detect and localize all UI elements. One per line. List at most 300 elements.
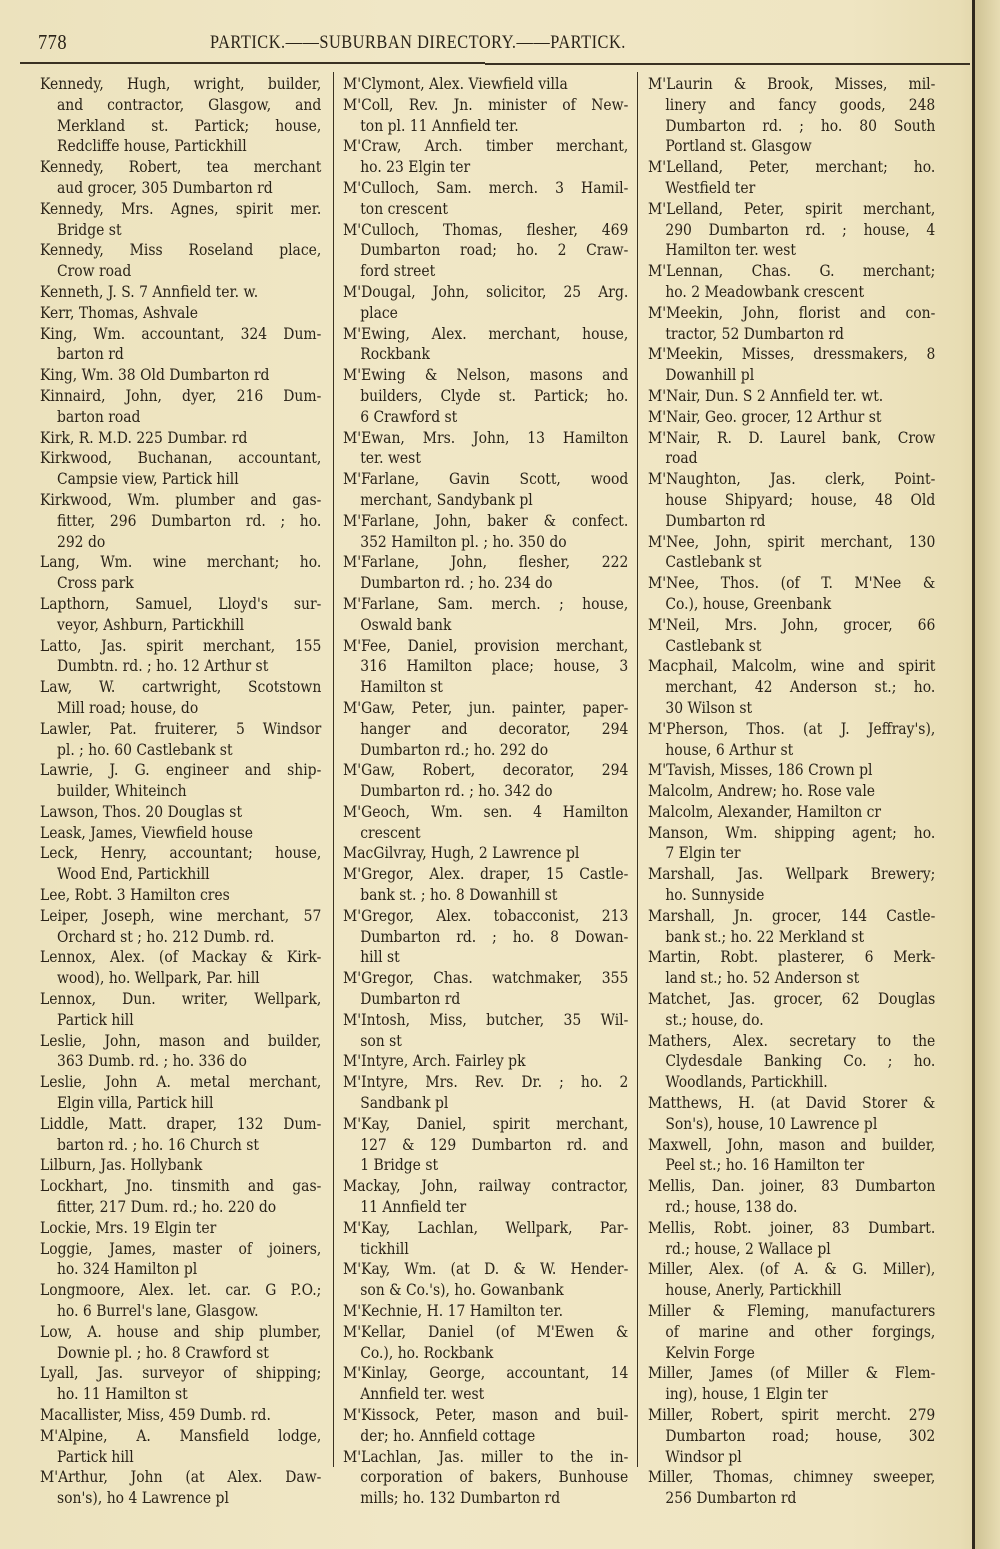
entry-name-line: Leiper, Joseph, wine merchant, 57 — [40, 905, 322, 925]
entry-continuation-line: crescent — [360, 822, 421, 842]
entry-continuation-line: 6 Crawford st — [360, 406, 458, 426]
directory-entry — [343, 698, 629, 760]
entry-name-line: Marshall, Jas. Wellpark Brewery; — [648, 864, 936, 884]
entry-name-line: M'Gregor, Alex. draper, 15 Castle- — [343, 864, 629, 884]
directory-entry — [343, 760, 629, 802]
entry-name-line: M'Nair, Dun. S 2 Annfield ter. wt. — [648, 385, 884, 405]
entry-continuation-line: ho. 6 Burrel's lane, Glasgow. — [56, 1301, 259, 1321]
entry-name-line: M'Lelland, Peter, spirit merchant, — [648, 198, 936, 218]
directory-entry — [343, 282, 629, 324]
entry-name-line: M'Kay, Daniel, spirit merchant, — [343, 1113, 629, 1133]
entry-name-line: M'Clymont, Alex. Viewfield villa — [343, 74, 568, 93]
entry-continuation-line: Dumbarton rd — [360, 989, 461, 1009]
entry-continuation-line: Dowanhill pl — [665, 365, 755, 385]
directory-entry — [648, 1093, 936, 1135]
directory-entry — [40, 303, 322, 324]
entry-continuation-line: ho. 23 Elgin ter — [360, 157, 471, 177]
page-number: 778 — [38, 30, 68, 54]
entry-continuation-line: 256 Dumbarton rd — [665, 1488, 797, 1508]
entry-continuation-line: 316 Hamilton place; house, 3 — [360, 656, 629, 676]
entry-continuation-line: 352 Hamilton pl. ; ho. 350 do — [360, 531, 567, 551]
entry-continuation-line: Dumbtn. rd. ; ho. 12 Arthur st — [56, 656, 269, 676]
entry-continuation-line: Castlebank st — [665, 552, 762, 572]
entry-name-line: Kirk, R. M.D. 225 Dumbar. rd — [40, 427, 248, 447]
entry-continuation-line: barton road — [56, 406, 141, 426]
entry-name-line: M'Meekin, John, florist and con- — [648, 302, 936, 322]
directory-entry — [343, 1072, 629, 1114]
directory-entry — [648, 428, 936, 470]
entry-name-line: Leslie, John, mason and builder, — [40, 1030, 322, 1050]
directory-entry — [40, 1467, 322, 1509]
entry-name-line: Kennedy, Miss Roseland place, — [40, 240, 322, 260]
entry-continuation-line: 127 & 129 Dumbarton rd. and — [360, 1134, 629, 1154]
entry-continuation-line: ford street — [360, 261, 436, 281]
directory-entry — [40, 157, 322, 199]
entry-name-line: Loggie, James, master of joiners, — [40, 1238, 322, 1258]
entry-name-line: Malcolm, Andrew; ho. Rose vale — [648, 781, 876, 801]
entry-continuation-line: rd.; house, 138 do. — [665, 1197, 798, 1217]
entry-name-line: Lockie, Mrs. 19 Elgin ter — [40, 1217, 217, 1237]
directory-entry — [40, 1363, 322, 1405]
directory-entry — [343, 802, 629, 844]
entry-continuation-line: Dumbarton rd. ; ho. 80 South — [665, 115, 936, 135]
directory-entry — [343, 1218, 629, 1260]
entry-name-line: Leask, James, Viewfield house — [40, 822, 253, 842]
directory-entry — [40, 74, 322, 157]
directory-entry — [343, 220, 629, 282]
directory-entry — [343, 594, 629, 636]
entry-name-line: M'Neil, Mrs. John, grocer, 66 — [648, 614, 936, 634]
entry-name-line: Manson, Wm. shipping agent; ho. — [648, 822, 936, 842]
entry-continuation-line: Dumbarton rd.; ho. 292 do — [360, 739, 549, 759]
directory-entry — [648, 760, 936, 781]
directory-entry — [40, 823, 322, 844]
entry-continuation-line: hill st — [360, 947, 400, 967]
entry-name-line: M'Tavish, Misses, 186 Crown pl — [648, 760, 873, 780]
entry-name-line: Longmoore, Alex. let. car. G P.O.; — [40, 1280, 322, 1300]
page-header — [38, 28, 948, 58]
entry-name-line: Mackay, John, railway contractor, — [343, 1176, 629, 1196]
entry-continuation-line: Woodlands, Partickhill. — [665, 1072, 828, 1092]
entry-name-line: King, Wm. 38 Old Dumbarton rd — [40, 365, 270, 385]
entry-continuation-line: house Shipyard; house, 48 Old — [665, 489, 936, 509]
directory-entry — [40, 594, 322, 636]
entry-continuation-line: rd.; house, 2 Wallace pl — [665, 1238, 831, 1258]
directory-entry — [648, 1135, 936, 1177]
directory-entry — [343, 843, 629, 864]
directory-entry — [343, 1363, 629, 1405]
entry-name-line: Miller, Robert, spirit mercht. 279 — [648, 1405, 936, 1424]
directory-entry — [648, 469, 936, 531]
directory-entry — [648, 386, 936, 407]
entry-continuation-line: Annfield ter. west — [360, 1384, 485, 1404]
entry-continuation-line: Westfield ter — [665, 177, 756, 197]
directory-entry — [40, 1239, 322, 1281]
entry-continuation-line: Dumbarton road; ho. 2 Craw- — [360, 240, 629, 260]
directory-entry — [343, 1447, 629, 1509]
directory-entry — [648, 532, 936, 574]
directory-entry — [648, 906, 936, 948]
entry-name-line: Leslie, John A. metal merchant, — [40, 1072, 322, 1092]
directory-entry — [343, 1010, 629, 1052]
entry-continuation-line: son st — [360, 1030, 402, 1050]
directory-entry — [40, 386, 322, 428]
entry-continuation-line: bank st. ; ho. 8 Dowanhill st — [360, 885, 558, 905]
directory-entry — [343, 428, 629, 470]
directory-entry — [40, 1031, 322, 1073]
entry-continuation-line: ho. 324 Hamilton pl — [56, 1259, 198, 1279]
directory-entry — [40, 885, 322, 906]
entry-name-line: M'Arthur, John (at Alex. Daw- — [40, 1467, 322, 1487]
entry-continuation-line: Windsor pl — [665, 1446, 742, 1466]
directory-entry — [40, 1176, 322, 1218]
entry-name-line: Liddle, Matt. draper, 132 Dum- — [40, 1113, 322, 1133]
entry-name-line: M'Nair, Geo. grocer, 12 Arthur st — [648, 406, 882, 426]
entry-continuation-line: Merkland st. Partick; house, — [56, 115, 322, 135]
page-gutter-shadow — [975, 0, 1000, 1549]
entry-continuation-line: ton pl. 11 Annfield ter. — [360, 115, 519, 135]
directory-column-2 — [343, 74, 629, 1509]
directory-entry — [343, 1176, 629, 1218]
directory-entry — [648, 864, 936, 906]
entry-continuation-line: Co.), house, Greenbank — [665, 593, 832, 613]
entry-name-line: Latto, Jas. spirit merchant, 155 — [40, 635, 322, 655]
entry-continuation-line: Dumbarton rd. ; ho. 342 do — [360, 781, 553, 801]
entry-continuation-line: ton crescent — [360, 198, 449, 218]
directory-entry — [343, 1051, 629, 1072]
entry-name-line: M'Coll, Rev. Jn. minister of New- — [343, 94, 629, 114]
entry-continuation-line: wood), ho. Wellpark, Par. hill — [56, 968, 260, 988]
entry-name-line: Kinnaird, John, dyer, 216 Dum- — [40, 385, 322, 405]
entry-continuation-line: merchant, 42 Anderson st.; ho. — [665, 677, 936, 697]
entry-continuation-line: and contractor, Glasgow, and — [56, 94, 322, 114]
entry-name-line: M'Kellar, Daniel (of M'Ewen & — [343, 1321, 629, 1341]
directory-entry — [648, 989, 936, 1031]
directory-entry — [343, 1301, 629, 1322]
entry-continuation-line: Partick hill — [56, 1446, 134, 1466]
entry-continuation-line: 290 Dumbarton rd. ; house, 4 — [665, 219, 936, 239]
entry-name-line: M'Lelland, Peter, merchant; ho. — [648, 157, 936, 177]
entry-continuation-line: fitter, 296 Dumbarton rd. ; ho. — [56, 510, 322, 530]
entry-continuation-line: Bridge st — [56, 219, 122, 239]
entry-continuation-line: Crow road — [56, 261, 132, 281]
entry-continuation-line: Hamilton ter. west — [665, 240, 796, 260]
entry-name-line: Law, W. cartwright, Scotstown — [40, 677, 322, 697]
directory-entry — [648, 303, 936, 345]
directory-entry — [40, 802, 322, 823]
directory-entry — [648, 1467, 936, 1509]
entry-name-line: M'Farlane, Sam. merch. ; house, — [343, 593, 629, 613]
entry-name-line: Lilburn, Jas. Hollybank — [40, 1155, 203, 1175]
entry-continuation-line: son's), ho 4 Lawrence pl — [56, 1488, 229, 1508]
directory-entry — [40, 240, 322, 282]
entry-name-line: M'Meekin, Misses, dressmakers, 8 — [648, 344, 936, 364]
directory-entry — [343, 365, 629, 427]
entry-continuation-line: ing), house, 1 Elgin ter — [665, 1384, 828, 1404]
directory-entry — [648, 781, 936, 802]
entry-name-line: M'Intyre, Arch. Fairley pk — [343, 1051, 526, 1071]
entry-continuation-line: linery and fancy goods, 248 — [665, 94, 936, 114]
entry-name-line: M'Farlane, John, flesher, 222 — [343, 552, 629, 572]
entry-continuation-line: land st.; ho. 52 Anderson st — [665, 968, 860, 988]
entry-name-line: Kenneth, J. S. 7 Annfield ter. w. — [40, 281, 259, 301]
entry-name-line: M'Naughton, Jas. clerk, Point- — [648, 469, 936, 489]
entry-name-line: Mellis, Dan. joiner, 83 Dumbarton — [648, 1176, 936, 1196]
directory-entry — [40, 1322, 322, 1364]
entry-name-line: Lapthorn, Samuel, Lloyd's sur- — [40, 593, 322, 613]
directory-entry — [40, 199, 322, 241]
entry-name-line: M'Kissock, Peter, mason and buil- — [343, 1405, 629, 1424]
directory-entry — [648, 1031, 936, 1093]
entry-continuation-line: Castlebank st — [665, 635, 762, 655]
entry-name-line: King, Wm. accountant, 324 Dum- — [40, 323, 322, 343]
directory-entry — [40, 428, 322, 449]
entry-continuation-line: st.; house, do. — [665, 1009, 764, 1029]
directory-entry — [343, 552, 629, 594]
entry-name-line: Lennox, Dun. writer, Wellpark, — [40, 989, 322, 1009]
directory-entry — [648, 199, 936, 261]
entry-name-line: M'Pherson, Thos. (at J. Jeffray's), — [648, 718, 936, 738]
header-rule — [485, 63, 970, 65]
directory-column-1 — [40, 74, 322, 1509]
directory-entry — [40, 282, 322, 303]
entry-name-line: M'Dougal, John, solicitor, 25 Arg. — [343, 281, 629, 301]
entry-name-line: M'Nee, John, spirit merchant, 130 — [648, 531, 936, 551]
directory-entry — [40, 636, 322, 678]
entry-name-line: Matthews, H. (at David Storer & — [648, 1093, 936, 1113]
entry-continuation-line: road — [665, 448, 698, 468]
entry-name-line: M'Farlane, Gavin Scott, wood — [343, 469, 629, 489]
directory-entry — [343, 1259, 629, 1301]
header-rule — [20, 62, 485, 64]
directory-entry — [648, 1405, 936, 1467]
directory-entry — [343, 74, 629, 95]
entry-name-line: Lawler, Pat. fruiterer, 5 Windsor — [40, 718, 322, 738]
entry-name-line: M'Culloch, Sam. merch. 3 Hamil- — [343, 177, 629, 197]
entry-continuation-line: Orchard st ; ho. 212 Dumb. rd. — [56, 926, 275, 946]
entry-continuation-line: 30 Wilson st — [665, 697, 753, 717]
entry-name-line: M'Lennan, Chas. G. merchant; — [648, 261, 936, 281]
entry-name-line: M'Nee, Thos. (of T. M'Nee & — [648, 573, 936, 593]
directory-entry — [648, 802, 936, 823]
entry-continuation-line: Hamilton st — [360, 677, 443, 697]
entry-name-line: M'Gregor, Chas. watchmaker, 355 — [343, 968, 629, 988]
directory-entry — [343, 1322, 629, 1364]
entry-name-line: Lawson, Thos. 20 Douglas st — [40, 801, 243, 821]
entry-name-line: Maxwell, John, mason and builder, — [648, 1134, 936, 1154]
entry-continuation-line: 363 Dumb. rd. ; ho. 336 do — [56, 1051, 247, 1071]
directory-entry — [40, 760, 322, 802]
entry-name-line: M'Craw, Arch. timber merchant, — [343, 136, 629, 156]
entry-continuation-line: ho. Sunnyside — [665, 885, 765, 905]
entry-name-line: Miller, Thomas, chimney sweeper, — [648, 1467, 936, 1487]
entry-name-line: M'Ewing & Nelson, masons and — [343, 365, 629, 385]
entry-continuation-line: place — [360, 302, 398, 322]
directory-entry — [40, 947, 322, 989]
entry-name-line: M'Kinlay, George, accountant, 14 — [343, 1363, 629, 1383]
entry-continuation-line: Portland st. Glasgow — [665, 136, 812, 156]
entry-continuation-line: Dumbarton road; house, 302 — [665, 1425, 936, 1445]
entry-name-line: Malcolm, Alexander, Hamilton cr — [648, 801, 882, 821]
directory-entry — [343, 1114, 629, 1176]
entry-continuation-line: Clydesdale Banking Co. ; ho. — [665, 1051, 936, 1071]
column-divider — [637, 72, 638, 1467]
entry-continuation-line: tractor, 52 Dumbarton rd — [665, 323, 844, 343]
directory-entry — [40, 1405, 322, 1426]
running-head: PARTICK.——SUBURBAN DIRECTORY.——PARTICK. — [210, 32, 626, 53]
directory-entry — [648, 1363, 936, 1405]
entry-continuation-line: barton rd. ; ho. 16 Church st — [56, 1134, 260, 1154]
entry-name-line: Martin, Robt. plasterer, 6 Merk- — [648, 947, 936, 967]
entry-continuation-line: Mill road; house, do — [56, 697, 199, 717]
entry-continuation-line: ho. 11 Hamilton st — [56, 1384, 188, 1404]
entry-name-line: Lockhart, Jno. tinsmith and gas- — [40, 1176, 322, 1196]
entry-name-line: M'Gaw, Peter, jun. painter, paper- — [343, 697, 629, 717]
entry-continuation-line: house, 6 Arthur st — [665, 739, 794, 759]
entry-name-line: M'Kay, Lachlan, Wellpark, Par- — [343, 1217, 629, 1237]
directory-entry — [343, 968, 629, 1010]
directory-entry — [648, 157, 936, 199]
directory-entry — [343, 1405, 629, 1447]
entry-name-line: Macphail, Malcolm, wine and spirit — [648, 656, 936, 676]
entry-continuation-line: 292 do — [56, 531, 106, 551]
entry-name-line: Lawrie, J. G. engineer and ship- — [40, 760, 322, 780]
entry-continuation-line: barton rd — [56, 344, 124, 364]
directory-entry — [648, 1301, 936, 1363]
directory-entry — [343, 95, 629, 137]
entry-continuation-line: Sandbank pl — [360, 1093, 449, 1113]
entry-continuation-line: hanger and decorator, 294 — [360, 718, 629, 738]
entry-name-line: Macallister, Miss, 459 Dumb. rd. — [40, 1405, 271, 1424]
directory-entry — [40, 1280, 322, 1322]
directory-entry — [40, 448, 322, 490]
entry-continuation-line: house, Anerly, Partickhill — [665, 1280, 842, 1300]
directory-entry — [648, 947, 936, 989]
entry-name-line: Mellis, Robt. joiner, 83 Dumbart. — [648, 1217, 936, 1237]
entry-continuation-line: Rockbank — [360, 344, 430, 364]
directory-entry — [40, 1218, 322, 1239]
column-divider — [333, 72, 334, 1467]
entry-name-line: Kennedy, Mrs. Agnes, spirit mer. — [40, 198, 322, 218]
directory-entry — [648, 261, 936, 303]
entry-name-line: M'Geoch, Wm. sen. 4 Hamilton — [343, 801, 629, 821]
entry-continuation-line: Dumbarton rd. ; ho. 234 do — [360, 573, 553, 593]
entry-name-line: Kennedy, Robert, tea merchant — [40, 157, 322, 177]
entry-name-line: Miller, Alex. (of A. & G. Miller), — [648, 1259, 936, 1279]
entry-name-line: Kerr, Thomas, Ashvale — [40, 302, 199, 322]
entry-continuation-line: son & Co.'s), ho. Gowanbank — [360, 1280, 564, 1300]
directory-entry — [648, 344, 936, 386]
directory-entry — [648, 656, 936, 718]
directory-entry — [40, 552, 322, 594]
entry-continuation-line: of marine and other forgings, — [665, 1321, 936, 1341]
directory-entry — [343, 864, 629, 906]
directory-entry — [648, 1218, 936, 1260]
entry-continuation-line: ter. west — [360, 448, 421, 468]
entry-continuation-line: Redcliffe house, Partickhill — [56, 136, 247, 156]
directory-entry — [40, 719, 322, 761]
entry-continuation-line: Dumbarton rd — [665, 510, 766, 530]
entry-continuation-line: Kelvin Forge — [665, 1342, 755, 1362]
directory-entry — [343, 324, 629, 366]
directory-entry — [343, 469, 629, 511]
entry-continuation-line: tickhill — [360, 1238, 409, 1258]
entry-name-line: M'Gaw, Robert, decorator, 294 — [343, 760, 629, 780]
directory-entry — [648, 615, 936, 657]
directory-entry — [648, 407, 936, 428]
directory-entry — [40, 1114, 322, 1156]
directory-entry — [648, 1259, 936, 1301]
entry-continuation-line: corporation of bakers, Bunhouse — [360, 1467, 629, 1487]
entry-continuation-line: der; ho. Annfield cottage — [360, 1425, 536, 1445]
entry-continuation-line: Peel st.; ho. 16 Hamilton ter — [665, 1155, 865, 1175]
entry-name-line: M'Kay, Wm. (at D. & W. Hender- — [343, 1259, 629, 1279]
entry-continuation-line: 11 Annfield ter — [360, 1197, 467, 1217]
entry-name-line: M'Intosh, Miss, butcher, 35 Wil- — [343, 1009, 629, 1029]
entry-continuation-line: Partick hill — [56, 1009, 134, 1029]
entry-continuation-line: fitter, 217 Dum. rd.; ho. 220 do — [56, 1197, 277, 1217]
directory-entry — [343, 511, 629, 553]
entry-name-line: M'Kechnie, H. 17 Hamilton ter. — [343, 1301, 564, 1321]
directory-entry — [40, 906, 322, 948]
entry-name-line: Lee, Robt. 3 Hamilton cres — [40, 885, 230, 905]
entry-continuation-line: bank st.; ho. 22 Merkland st — [665, 926, 865, 946]
entry-name-line: MacGilvray, Hugh, 2 Lawrence pl — [343, 843, 580, 863]
entry-name-line: Lennox, Alex. (of Mackay & Kirk- — [40, 947, 322, 967]
entry-name-line: M'Fee, Daniel, provision merchant, — [343, 635, 629, 655]
entry-continuation-line: Campsie view, Partick hill — [56, 469, 239, 489]
entry-name-line: M'Gregor, Alex. tobacconist, 213 — [343, 905, 629, 925]
entry-continuation-line: builders, Clyde st. Partick; ho. — [360, 385, 629, 405]
entry-name-line: M'Intyre, Mrs. Rev. Dr. ; ho. 2 — [343, 1072, 629, 1092]
entry-name-line: M'Alpine, A. Mansfield lodge, — [40, 1425, 322, 1445]
entry-name-line: Lang, Wm. wine merchant; ho. — [40, 552, 322, 572]
binding-edge — [972, 0, 975, 1549]
entry-continuation-line: veyor, Ashburn, Partickhill — [56, 614, 245, 634]
entry-name-line: Kirkwood, Buchanan, accountant, — [40, 448, 322, 468]
directory-entry — [343, 136, 629, 178]
entry-name-line: Miller, James (of Miller & Flem- — [648, 1363, 936, 1383]
entry-continuation-line: pl. ; ho. 60 Castlebank st — [56, 739, 233, 759]
directory-entry — [648, 823, 936, 865]
directory-entry — [40, 677, 322, 719]
directory-entry — [648, 573, 936, 615]
entry-name-line: M'Ewan, Mrs. John, 13 Hamilton — [343, 427, 629, 447]
directory-entry — [40, 490, 322, 552]
directory-entry — [40, 1072, 322, 1114]
entry-name-line: Matchet, Jas. grocer, 62 Douglas — [648, 989, 936, 1009]
entry-continuation-line: builder, Whiteinch — [56, 781, 187, 801]
entry-continuation-line: 7 Elgin ter — [665, 843, 741, 863]
entry-continuation-line: ho. 2 Meadowbank crescent — [665, 281, 865, 301]
entry-continuation-line: Son's), house, 10 Lawrence pl — [665, 1113, 878, 1133]
entry-continuation-line: Downie pl. ; ho. 8 Crawford st — [56, 1342, 269, 1362]
directory-entry — [40, 1426, 322, 1468]
entry-name-line: M'Lachlan, Jas. miller to the in- — [343, 1446, 629, 1466]
entry-continuation-line: Wood End, Partickhill — [56, 864, 210, 884]
directory-entry — [40, 989, 322, 1031]
directory-entry — [40, 843, 322, 885]
directory-entry — [40, 1155, 322, 1176]
entry-continuation-line: Co.), ho. Rockbank — [360, 1342, 494, 1362]
directory-column-3 — [648, 74, 936, 1509]
entry-name-line: Mathers, Alex. secretary to the — [648, 1030, 936, 1050]
entry-name-line: M'Laurin & Brook, Misses, mil- — [648, 74, 936, 93]
directory-entry — [40, 365, 322, 386]
entry-continuation-line: Cross park — [56, 573, 134, 593]
entry-continuation-line: Elgin villa, Partick hill — [56, 1093, 214, 1113]
directory-entry — [343, 636, 629, 698]
